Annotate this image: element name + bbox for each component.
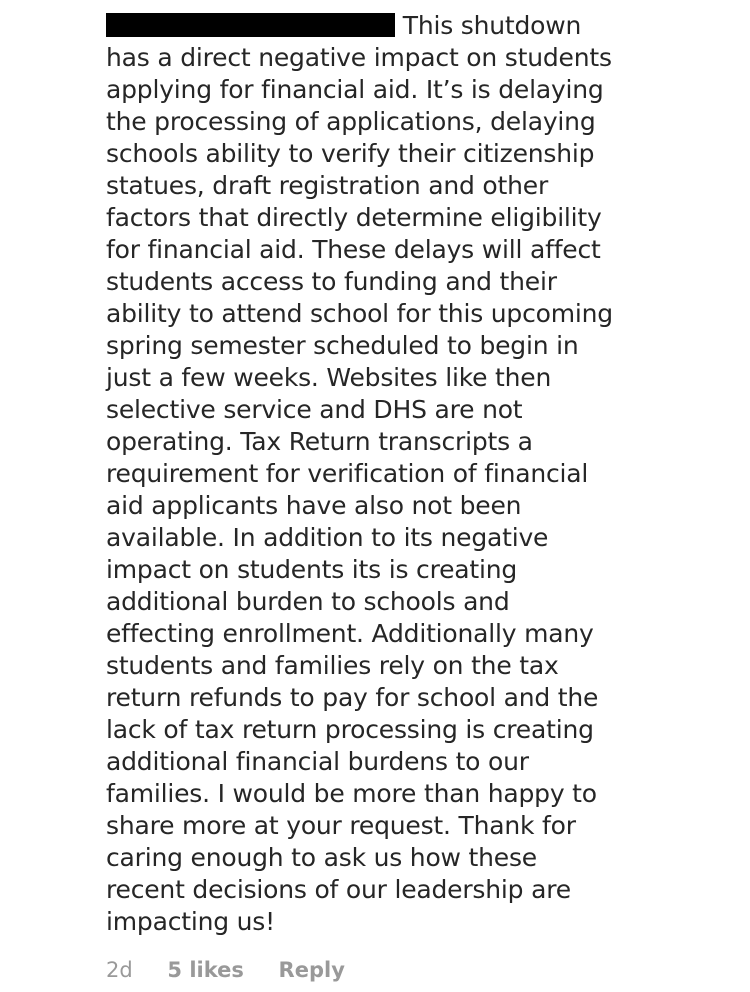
comment-line: caring enough to ask us how these — [106, 843, 537, 872]
comment-line: just a few weeks. Websites like then — [106, 363, 552, 392]
redacted-username — [106, 13, 395, 37]
comment-line: spring semester scheduled to begin in — [106, 331, 579, 360]
comment-line: ability to attend school for this upcoming — [106, 299, 613, 328]
comment-line: impacting us! — [106, 907, 275, 936]
comment-line: statues, draft registration and other — [106, 171, 549, 200]
comment — [106, 10, 746, 938]
comment-line: aid applicants have also not been — [106, 491, 522, 520]
reply-button[interactable]: Reply — [278, 958, 345, 982]
comment-line: recent decisions of our leadership are — [106, 875, 571, 904]
comment-line: requirement for verification of financial — [106, 459, 589, 488]
comment-timestamp: 2d — [106, 958, 133, 982]
comment-line: operating. Tax Return transcripts a — [106, 427, 533, 456]
comment-line: available. In addition to its negative — [106, 523, 549, 552]
comment-line-text: This shutdown — [402, 11, 582, 40]
comment-meta — [106, 955, 373, 985]
comment-line: factors that directly determine eligibility — [106, 203, 602, 232]
comment-line: schools ability to verify their citizenship — [106, 139, 595, 168]
comment-line: effecting enrollment. Additionally many — [106, 619, 594, 648]
comment-line: lack of tax return processing is creating — [106, 715, 594, 744]
comment-line: has a direct negative impact on students — [106, 43, 612, 72]
comment-line: additional burden to schools and — [106, 587, 510, 616]
comment-line: families. I would be more than happy to — [106, 779, 597, 808]
comment-line: share more at your request. Thank for — [106, 811, 576, 840]
comment-line: students and families rely on the tax — [106, 651, 559, 680]
comment-line: return refunds to pay for school and the — [106, 683, 599, 712]
comment-body — [106, 10, 746, 938]
comment-line: students access to funding and their — [106, 267, 557, 296]
comment-line: for financial aid. These delays will affect — [106, 235, 601, 264]
comment-line — [106, 10, 746, 42]
comment-line: applying for financial aid. It’s is delaying — [106, 75, 604, 104]
likes-count-link[interactable]: 5 likes — [167, 958, 244, 982]
comment-line: impact on students its is creating — [106, 555, 518, 584]
comment-line: selective service and DHS are not — [106, 395, 523, 424]
comment-line: additional financial burdens to our — [106, 747, 529, 776]
comment-line: the processing of applications, delaying — [106, 107, 596, 136]
